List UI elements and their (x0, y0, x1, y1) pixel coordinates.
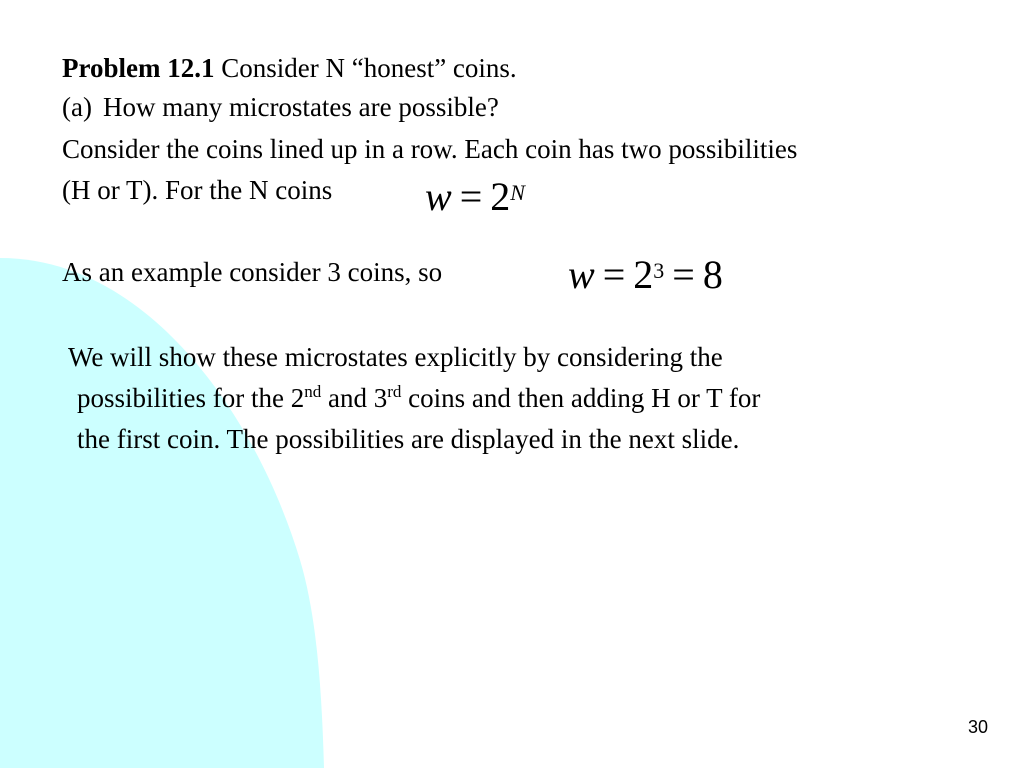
example-text: As an example consider 3 coins, so (62, 257, 443, 287)
paragraph-line-1: We will show these microstates explicitly by considering the (68, 342, 723, 372)
part-a-marker: (a) (62, 92, 92, 122)
part-a-question: How many microstates are possible? (102, 92, 499, 122)
problem-title: Problem 12.1 (62, 53, 215, 83)
paragraph-line-2-part-c: coins and then adding H or T for (401, 383, 761, 413)
paragraph-line-2-part-b: and 3 (321, 383, 388, 413)
problem-statement: Consider N “honest” coins. (214, 53, 517, 83)
problem-heading (62, 52, 517, 84)
formula-general-equals: = (459, 174, 483, 219)
formula-general-base: 2 (490, 174, 511, 219)
explanation-line-2: (H or T). For the N coins (62, 175, 333, 205)
formula-general-exponent: N (510, 180, 525, 205)
cyan-arc (0, 258, 324, 768)
formula-example (568, 252, 723, 298)
page-number: 30 (967, 717, 988, 737)
formula-example-lhs: w (568, 252, 595, 297)
formula-example-equals-2: = (672, 252, 695, 297)
formula-example-base: 2 (633, 252, 654, 297)
formula-example-result: 8 (702, 252, 723, 297)
formula-general (425, 174, 525, 220)
formula-general-lhs: w (425, 174, 452, 219)
paragraph-line-2-part-a: possibilities for the 2 (77, 383, 305, 413)
formula-example-equals: = (602, 252, 626, 297)
superscript-nd: nd (304, 382, 322, 401)
explanation-line-1: Consider the coins lined up in a row. Each coin has two possibilities (62, 134, 798, 164)
paragraph-line-2 (77, 382, 760, 414)
part-a-line (62, 91, 499, 123)
paragraph-line-3: the first coin. The possibilities are displayed in the next slide. (77, 424, 740, 454)
formula-example-exponent: 3 (653, 258, 665, 283)
superscript-rd: rd (387, 382, 402, 401)
